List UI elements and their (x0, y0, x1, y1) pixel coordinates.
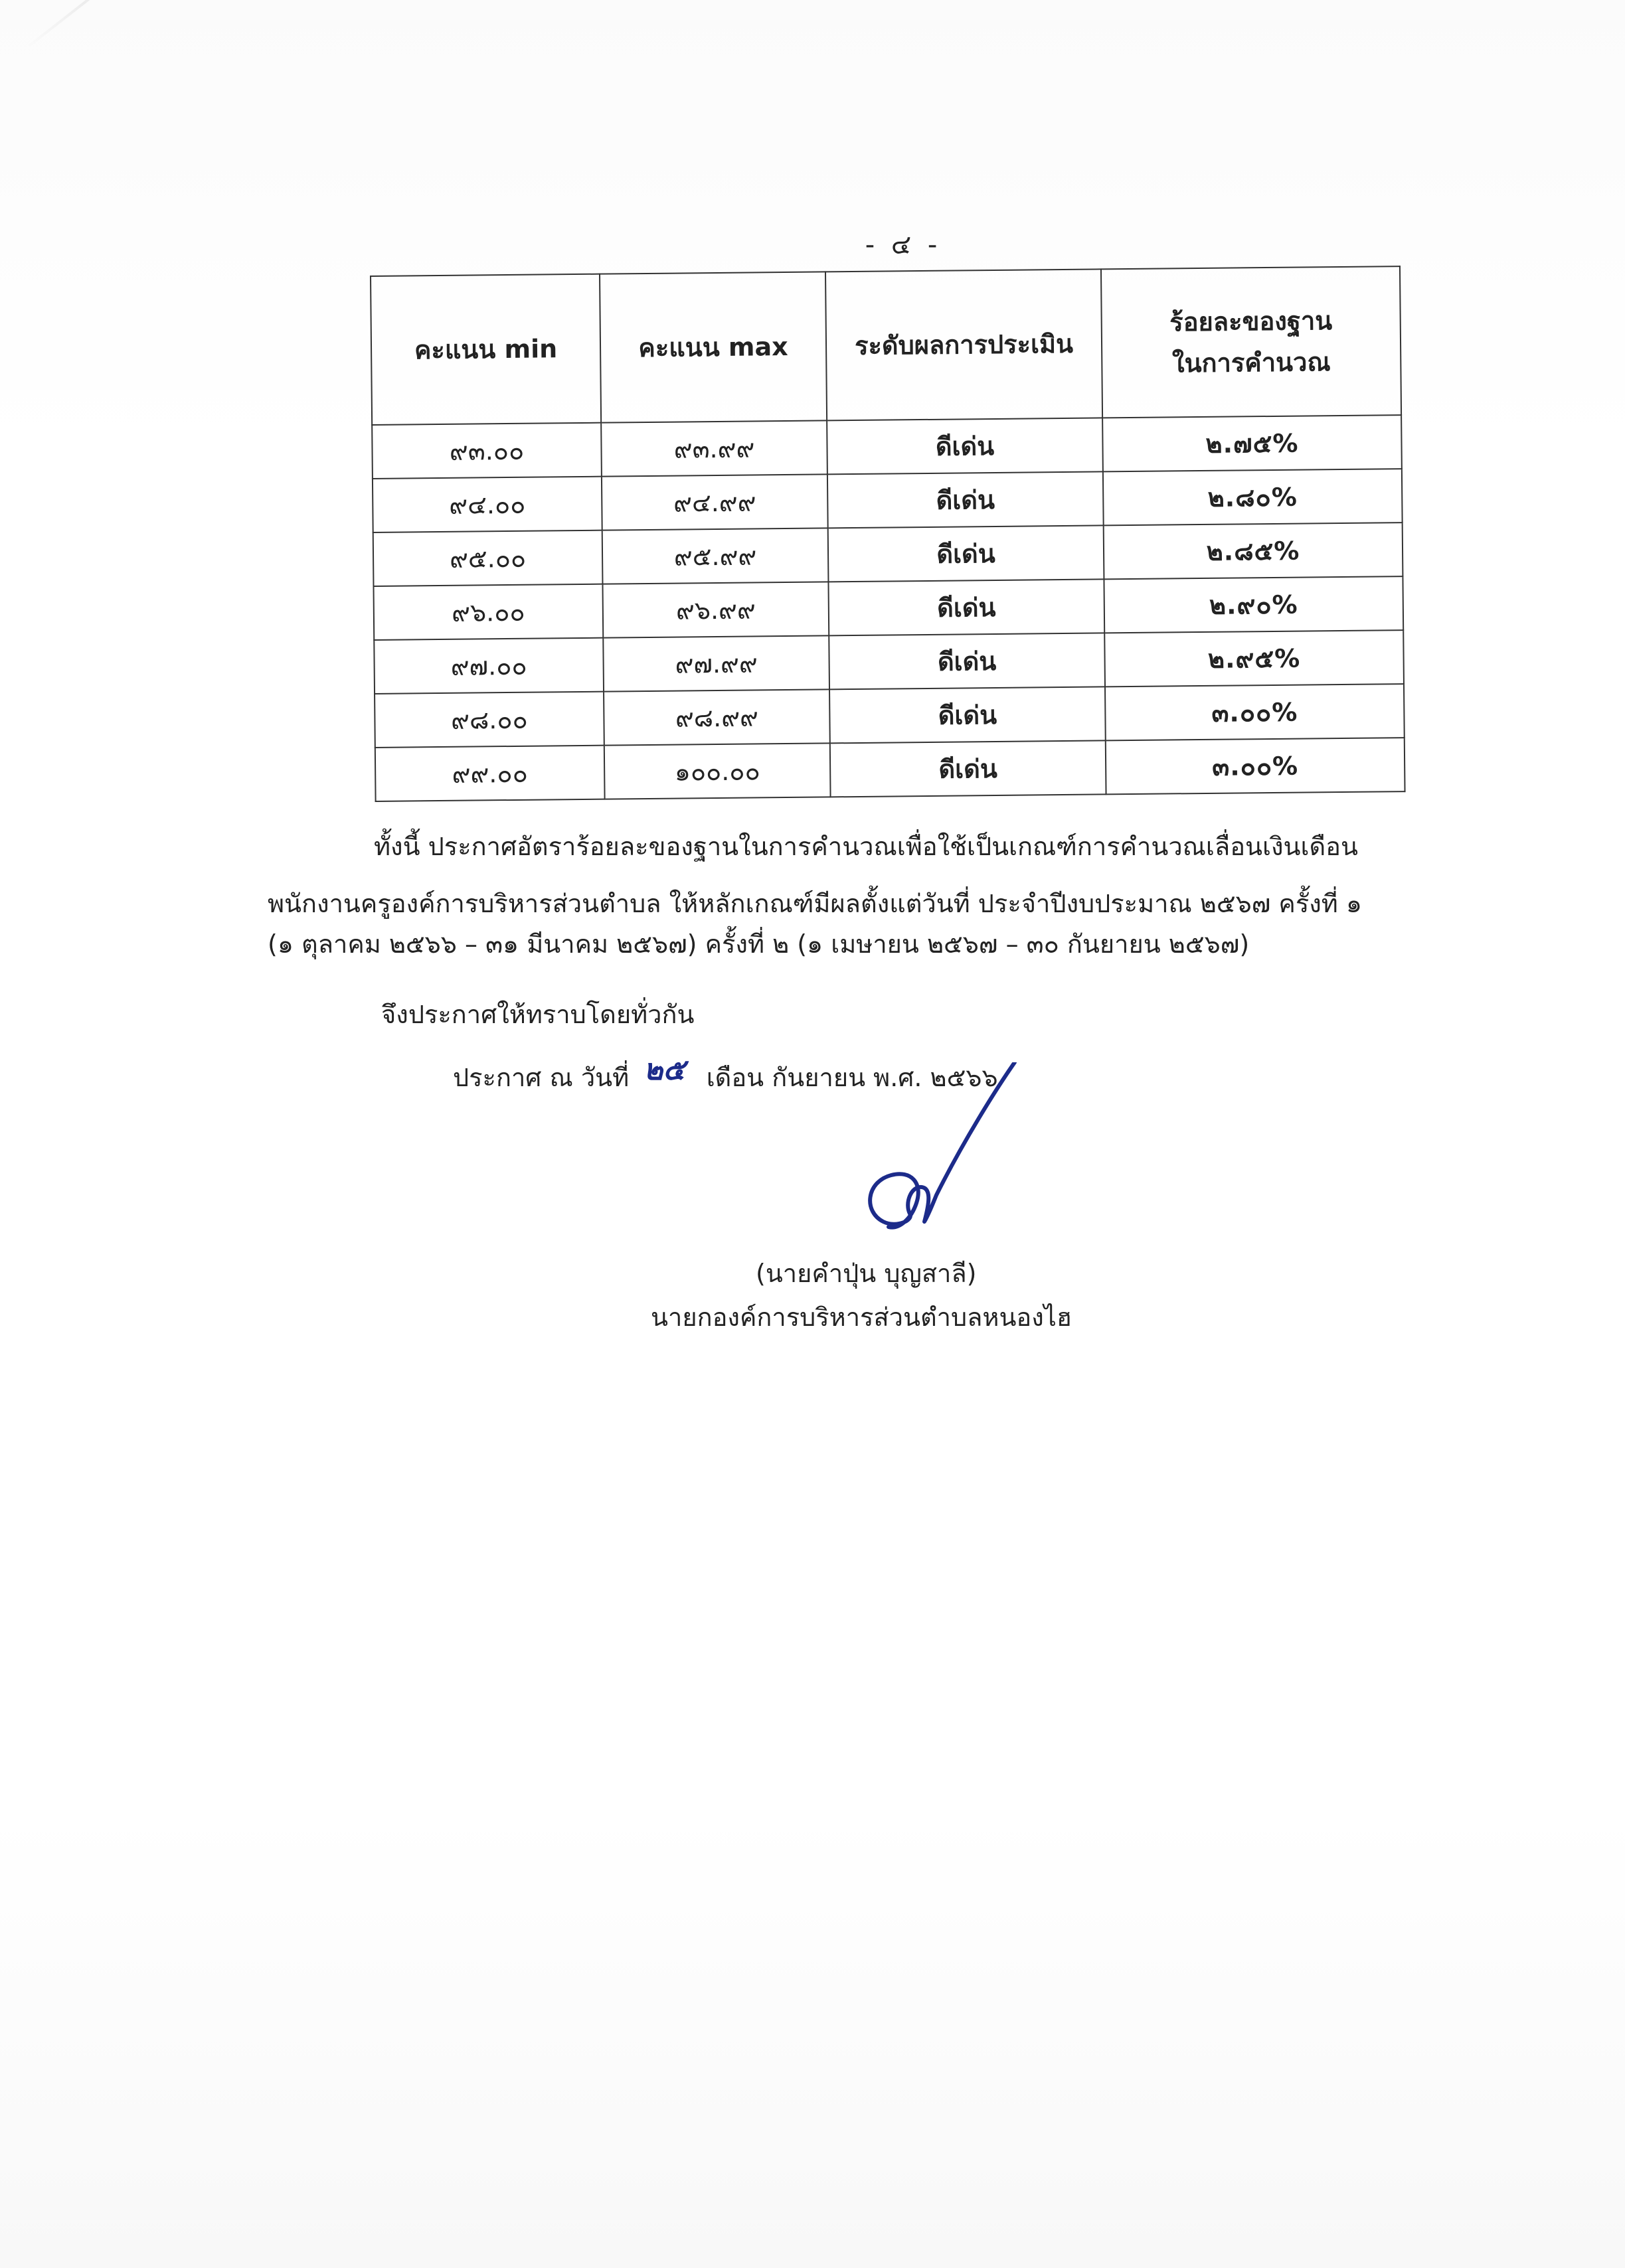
cell-min: ๙๙.๐๐ (375, 746, 605, 801)
header-min: คะแนน min (371, 274, 601, 425)
cell-level: ดีเด่น (828, 579, 1104, 635)
cell-max: ๙๓.๙๙ (601, 420, 827, 476)
cell-max: ๙๘.๙๙ (604, 689, 830, 745)
table-row (372, 415, 1402, 479)
body-line-3: (๑ ตุลาคม ๒๕๖๖ – ๓๑ มีนาคม ๒๕๖๗) ครั้งที่ ๒ (๑ เมษายน ๒๕๖๗ – ๓๐ กันยายน ๒๕๖๗) (268, 930, 1250, 959)
header-max: คะแนน max (600, 272, 827, 422)
cell-level: ดีเด่น (827, 471, 1104, 528)
cell-percent: ๒.๗๕% (1102, 415, 1402, 471)
cell-max: ๑๐๐.๐๐ (604, 743, 831, 799)
score-percent-table (370, 266, 1406, 802)
table-row (374, 630, 1404, 694)
table-row (373, 523, 1403, 586)
cell-min: ๙๕.๐๐ (373, 530, 603, 586)
handwritten-day: ๒๕ (643, 1053, 685, 1087)
signer-name: (นายคำปุ่น บุญสาลี) (756, 1259, 977, 1288)
page-number: - ๔ - (865, 230, 942, 260)
cell-level: ดีเด่น (830, 740, 1106, 797)
body-line-1: ทั้งนี้ ประกาศอัตราร้อยละของฐานในการคำนวณเพื่อใช้เป็นเกณฑ์การคำนวณเลื่อนเงินเดือน (374, 832, 1358, 861)
header-percent-line1: ร้อยละของฐาน (1169, 306, 1333, 337)
date-suffix: เดือน กันยายน พ.ศ. ๒๕๖๖ (706, 1063, 998, 1092)
table-header-row (371, 266, 1401, 425)
announcement-line: จึงประกาศให้ทราบโดยทั่วกัน (381, 1000, 695, 1029)
cell-level: ดีเด่น (829, 633, 1105, 689)
header-percent (1101, 266, 1401, 418)
cell-level: ดีเด่น (827, 418, 1103, 474)
cell-level: ดีเด่น (828, 525, 1104, 582)
cell-level: ดีเด่น (829, 687, 1106, 743)
cell-percent: ๒.๙๕% (1104, 630, 1404, 687)
date-prefix: ประกาศ ณ วันที่ (453, 1063, 630, 1092)
cell-percent: ๓.๐๐% (1105, 684, 1405, 740)
cell-max: ๙๖.๙๙ (602, 582, 829, 637)
cell-percent: ๓.๐๐% (1106, 738, 1405, 794)
cell-min: ๙๗.๐๐ (374, 638, 604, 694)
signer-title: นายกองค์การบริหารส่วนตำบลหนองไฮ (651, 1303, 1072, 1332)
table-row (375, 738, 1405, 801)
header-level: ระดับผลการประเมิน (825, 269, 1102, 420)
cell-percent: ๒.๘๕% (1104, 523, 1403, 579)
cell-percent: ๒.๘๐% (1103, 469, 1403, 525)
body-line-2: พนักงานครูองค์การบริหารส่วนตำบล ให้หลักเกณฑ์มีผลตั้งแต่วันที่ ประจำปีงบประมาณ ๒๕๖๗ ครั้งที่ ๑ (268, 889, 1363, 918)
cell-max: ๙๕.๙๙ (602, 528, 829, 584)
table-row (375, 684, 1405, 748)
paper-fold-shadow (26, 0, 143, 49)
signature-mark (837, 1062, 1036, 1261)
cell-min: ๙๓.๐๐ (372, 423, 602, 479)
header-percent-line2: ในการคำนวณ (1171, 347, 1331, 378)
cell-percent: ๒.๙๐% (1104, 576, 1403, 633)
cell-max: ๙๗.๙๙ (603, 635, 829, 691)
cell-min: ๙๘.๐๐ (375, 692, 604, 748)
table-row (373, 469, 1403, 532)
cell-min: ๙๖.๐๐ (373, 584, 603, 640)
cell-max: ๙๔.๙๙ (602, 474, 828, 530)
score-table-container (370, 266, 1405, 802)
cell-min: ๙๔.๐๐ (373, 477, 602, 532)
table-row (373, 576, 1403, 640)
